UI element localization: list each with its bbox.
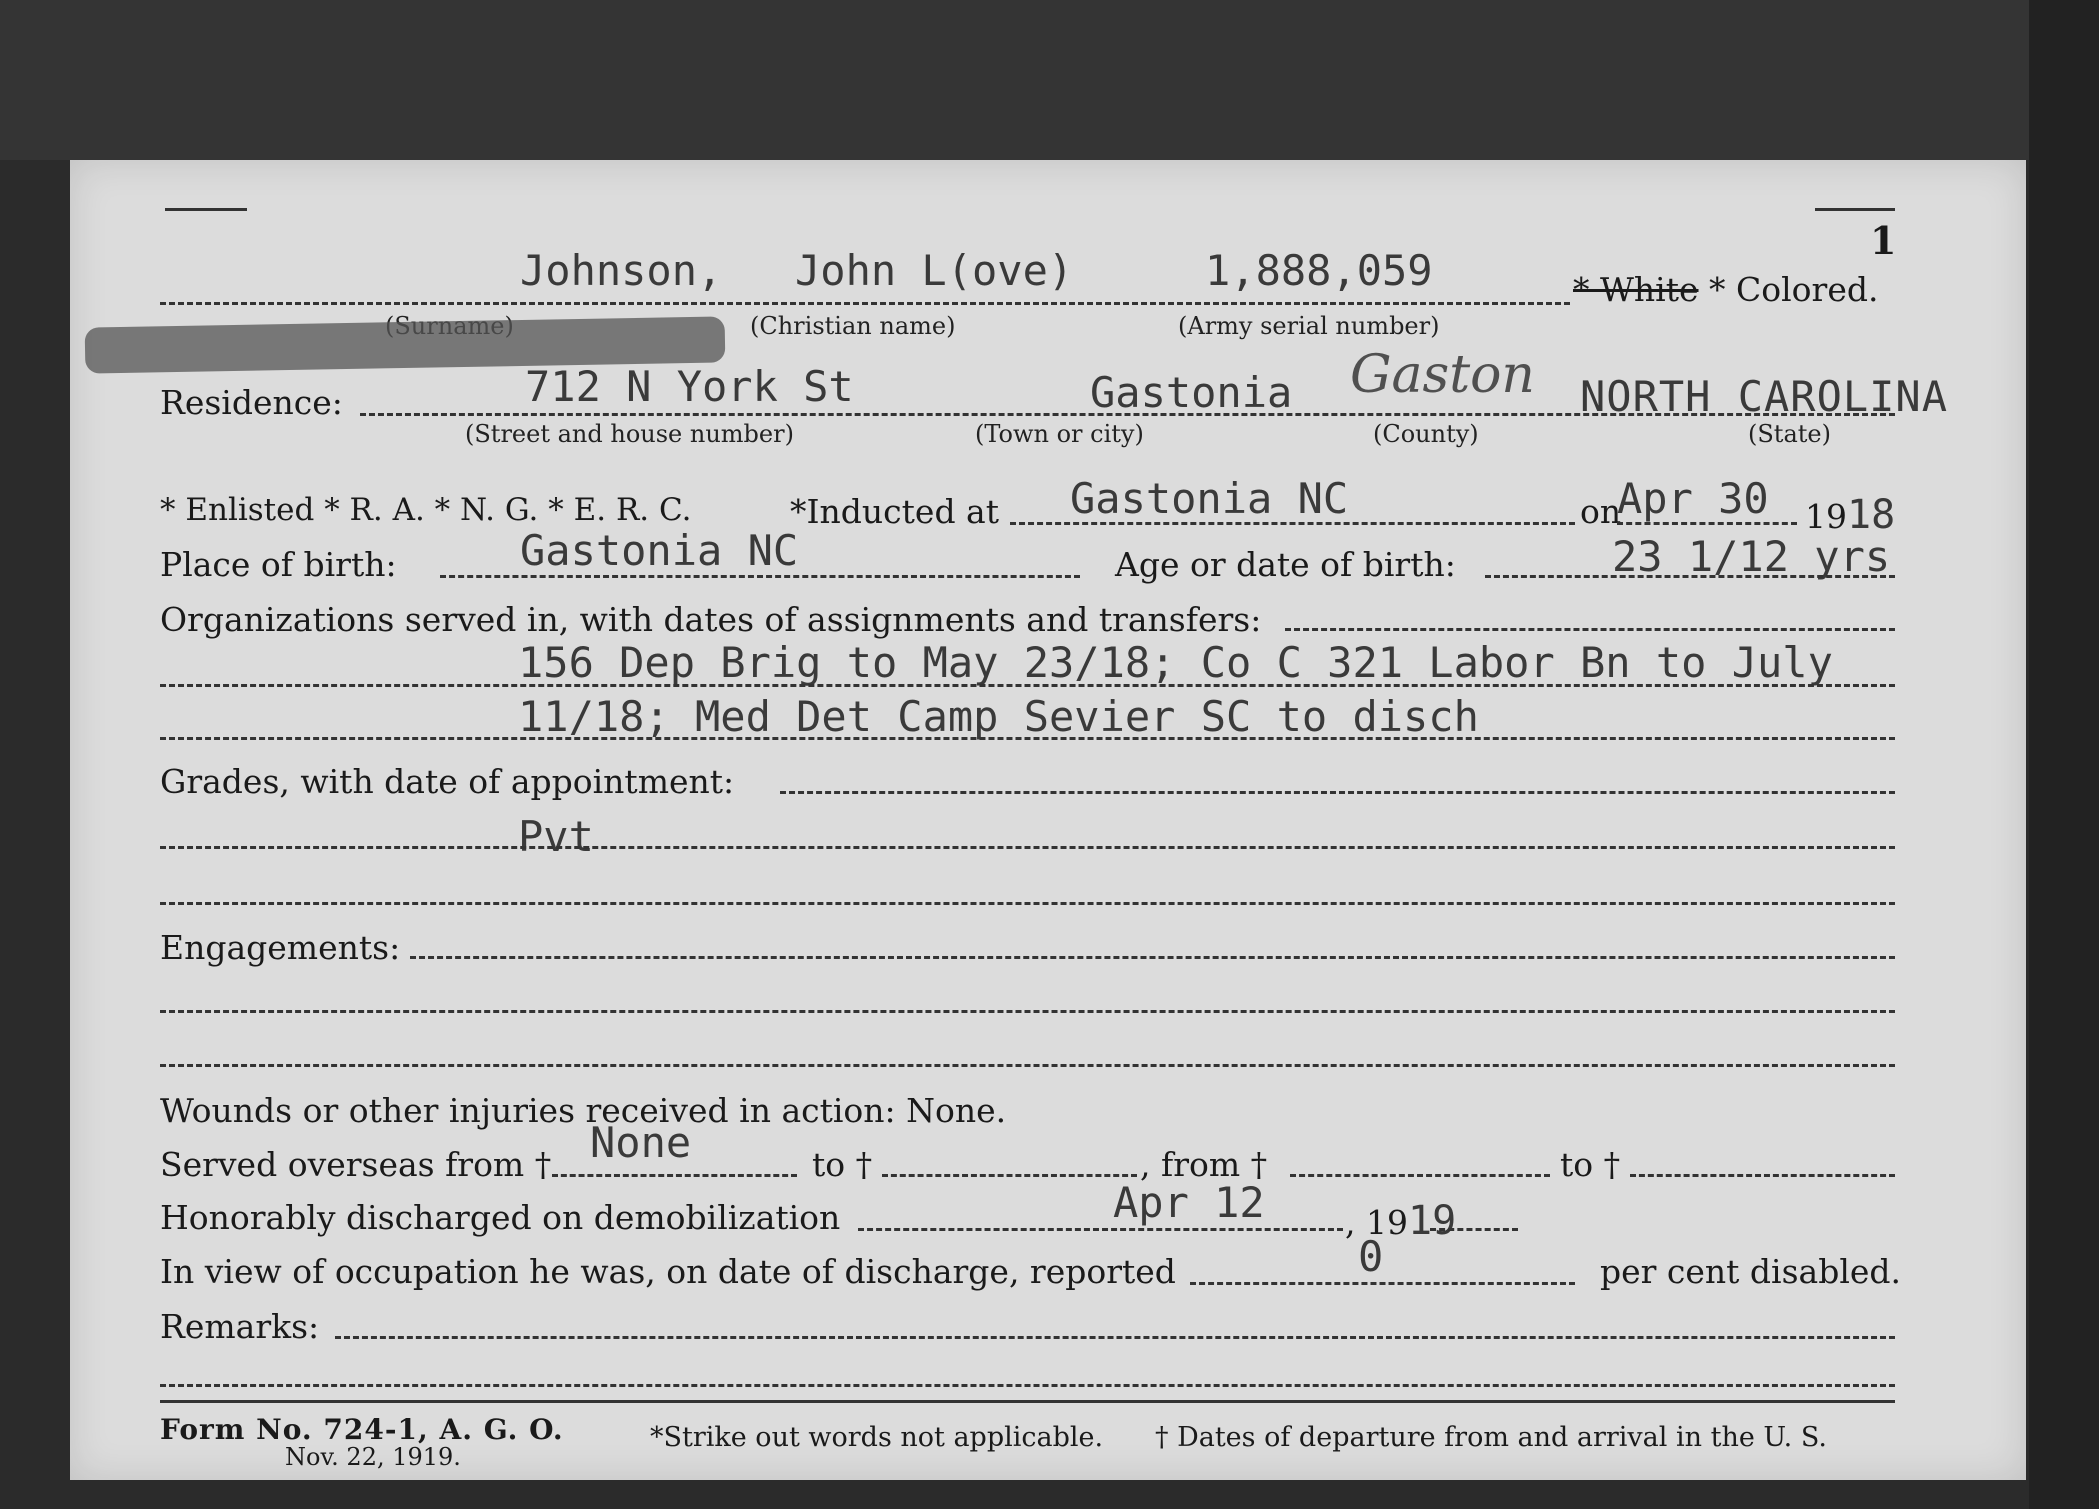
organizations-line1: 156 Dep Brig to May 23/18; Co C 321 Labor Bn to July (518, 638, 1833, 687)
serial-number-caption: (Army serial number) (1178, 312, 1440, 340)
top-right-rule (1815, 208, 1895, 211)
overseas-to-line (882, 1174, 1137, 1177)
overseas-to-label: to † (812, 1145, 873, 1184)
remarks-line-0 (335, 1336, 1895, 1339)
remarks-line-1 (160, 1384, 1895, 1387)
organizations-line-2 (160, 737, 1895, 740)
on-label: on (1580, 492, 1622, 531)
engagements-line-2 (160, 1064, 1895, 1067)
engagements-line-0 (410, 956, 1895, 959)
wounds-label: Wounds or other injuries received in action: None. (160, 1091, 1007, 1130)
discharge-year-prefix: , 19 (1345, 1203, 1408, 1242)
residence-state: NORTH CAROLINA (1580, 372, 1949, 421)
discharge-date-line (858, 1228, 1343, 1231)
inducted-place-line (1010, 522, 1575, 525)
birthplace-value: Gastonia NC (520, 526, 799, 575)
birthplace-line (440, 575, 1080, 578)
overseas-to2-label: to † (1560, 1145, 1621, 1184)
town-caption: (Town or city) (975, 420, 1144, 448)
residence-town: Gastonia (1090, 368, 1293, 417)
card-number: 1 (1870, 218, 1897, 263)
year-prefix: 19 (1805, 497, 1847, 536)
inducted-place: Gastonia NC (1070, 474, 1349, 523)
age-line (1485, 575, 1895, 578)
residence-line (360, 413, 1895, 416)
surname-value: Johnson, (520, 246, 723, 295)
overseas-label: Served overseas from † (160, 1145, 552, 1184)
organizations-label: Organizations served in, with dates of assignments and transfers: (160, 600, 1262, 639)
discharge-label: Honorably discharged on demobilization (160, 1198, 841, 1237)
form-date: Nov. 22, 1919. (285, 1443, 461, 1471)
residence-street: 712 N York St (525, 362, 854, 411)
age-label: Age or date of birth: (1115, 545, 1456, 584)
county-caption: (County) (1373, 420, 1479, 448)
grades-line-0 (780, 791, 1895, 794)
discharge-date: Apr 12 (1113, 1178, 1265, 1227)
birthplace-label: Place of birth: (160, 545, 397, 584)
disability-line (1190, 1282, 1575, 1285)
organizations-line-0 (1285, 628, 1895, 631)
street-caption: (Street and house number) (465, 420, 794, 448)
scan-background-right (2029, 0, 2099, 1509)
form-number: Form No. 724-1, A. G. O. (160, 1413, 564, 1446)
organizations-line-1 (160, 684, 1895, 687)
grades-label: Grades, with date of appointment: (160, 762, 735, 801)
disability-suffix: per cent disabled. (1600, 1252, 1902, 1291)
year-suffix: 18 (1847, 492, 1896, 538)
organizations-line2: 11/18; Med Det Camp Sevier SC to disch (518, 692, 1479, 741)
race-colored: * Colored. (1709, 270, 1879, 309)
scan-background-top (0, 0, 2099, 160)
overseas-from-line (552, 1174, 797, 1177)
inducted-date: Apr 30 (1617, 474, 1769, 523)
serial-number-value: 1,888,059 (1205, 246, 1433, 295)
overseas-to2-line (1630, 1174, 1895, 1177)
state-caption: (State) (1748, 420, 1831, 448)
name-line (160, 302, 1570, 305)
christian-name-value: John L(ove) (795, 246, 1074, 295)
disability-value: 0 (1358, 1232, 1384, 1281)
footer-rule (160, 1400, 1895, 1403)
race-white-struck: * White (1573, 270, 1699, 309)
overseas-from2-line (1290, 1174, 1550, 1177)
remarks-label: Remarks: (160, 1307, 320, 1346)
engagements-line-1 (160, 1010, 1895, 1013)
age-value: 23 1/12 yrs (1612, 532, 1891, 581)
grades-line-2 (160, 902, 1895, 905)
discharge-year-suffix: 19 (1407, 1198, 1457, 1244)
grades-line-1 (160, 846, 1895, 849)
christian-name-caption: (Christian name) (750, 312, 956, 340)
dates-note: † Dates of departure from and arrival in the U. S. (1155, 1422, 1827, 1453)
top-left-rule (165, 208, 247, 211)
inducted-date-line (1617, 522, 1797, 525)
disability-label: In view of occupation he was, on date of discharge, reported (160, 1252, 1176, 1291)
inducted-label: *Inducted at (790, 492, 999, 531)
engagements-label: Engagements: (160, 928, 401, 967)
overseas-value: None (590, 1118, 692, 1167)
enlisted-options: * Enlisted * R. A. * N. G. * E. R. C. (160, 492, 692, 528)
residence-label: Residence: (160, 383, 343, 422)
strike-note: *Strike out words not applicable. (650, 1422, 1104, 1453)
overseas-from2-label: , from † (1140, 1145, 1268, 1184)
residence-county: Gaston (1350, 345, 1535, 405)
race-options (1573, 270, 1878, 309)
discharge-year-line (1430, 1228, 1518, 1231)
grades-value: Pvt (518, 812, 594, 861)
